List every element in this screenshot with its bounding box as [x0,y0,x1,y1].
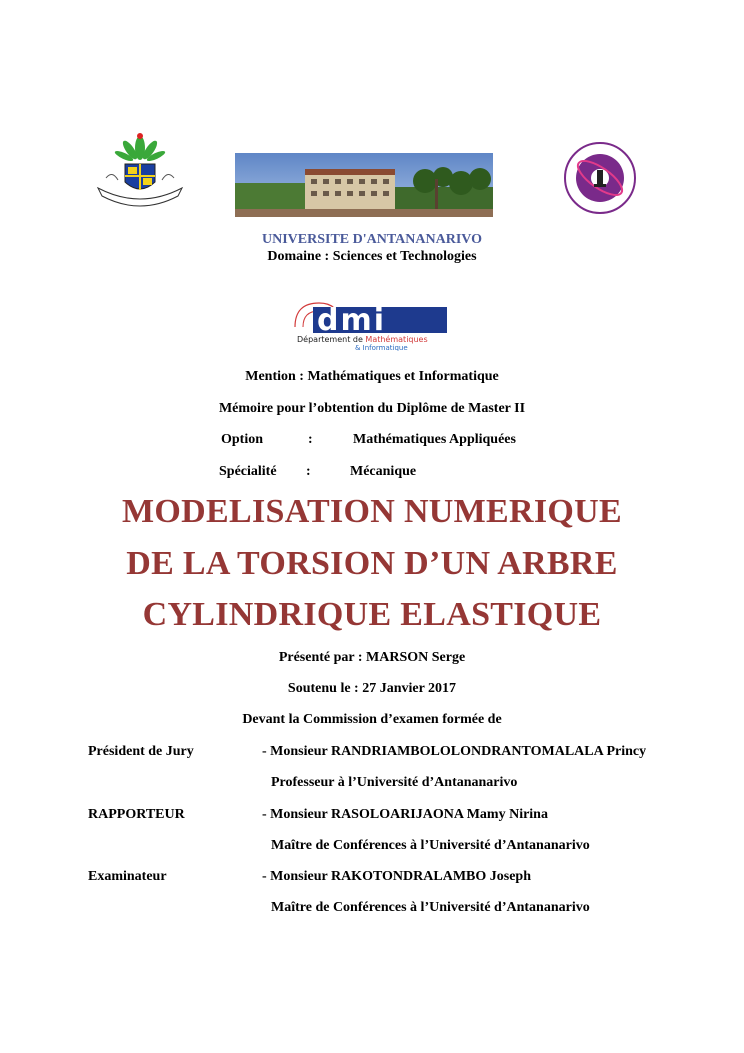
option-label: Option [221,432,264,447]
commission-heading: Devant la Commission d’examen formée de [242,712,502,727]
option-separator: : [308,432,313,447]
thesis-title-line-2: DE LA TORSION D’UN ARBRE [126,545,618,582]
mention-label: Mention : Mathématiques et Informatique [245,369,499,384]
jury-member-name: - Monsieur RAKOTONDRALAMBO Joseph [262,869,532,884]
memoire-label: Mémoire pour l’obtention du Diplôme de Master II [218,401,526,416]
option-value: Mathématiques Appliquées [353,432,516,447]
specialite-separator: : [306,464,311,479]
jury-member-name: - Monsieur RANDRIAMBOLOLONDRANTOMALALA Princy [262,744,647,759]
defense-date: Soutenu le : 27 Janvier 2017 [287,681,457,696]
university-seal-logo [88,130,192,210]
svg-text:Département de Mathématiques: Département de Mathématiques [297,335,428,344]
faculty-seal-logo [553,140,647,216]
jury-member-name: - Monsieur RASOLOARIJAONA Mamy Nirina [262,807,548,822]
specialite-label: Spécialité [219,464,277,479]
dmi-logo [293,297,453,351]
domain-label: Domaine : Sciences et Technologies [267,249,477,264]
jury-role: Président de Jury [88,744,194,759]
svg-text:& Informatique: & Informatique [355,344,408,351]
jury-role: Examinateur [88,869,167,884]
university-name: UNIVERSITE D'ANTANANARIVO [262,232,482,247]
svg-text:dmi: dmi [317,303,387,338]
jury-member-title: Maître de Conférences à l’Université d’Antananarivo [271,900,590,915]
campus-photo [235,153,493,217]
jury-member-title: Maître de Conférences à l’Université d’Antananarivo [271,838,590,853]
jury-member-title: Professeur à l’Université d’Antananarivo [271,775,518,790]
specialite-value: Mécanique [350,464,417,479]
thesis-title-line-1: MODELISATION NUMERIQUE [122,493,622,530]
jury-role: RAPPORTEUR [88,807,185,822]
thesis-title-line-3: CYLINDRIQUE ELASTIQUE [142,596,602,633]
presented-by: Présenté par : MARSON Serge [278,650,466,665]
